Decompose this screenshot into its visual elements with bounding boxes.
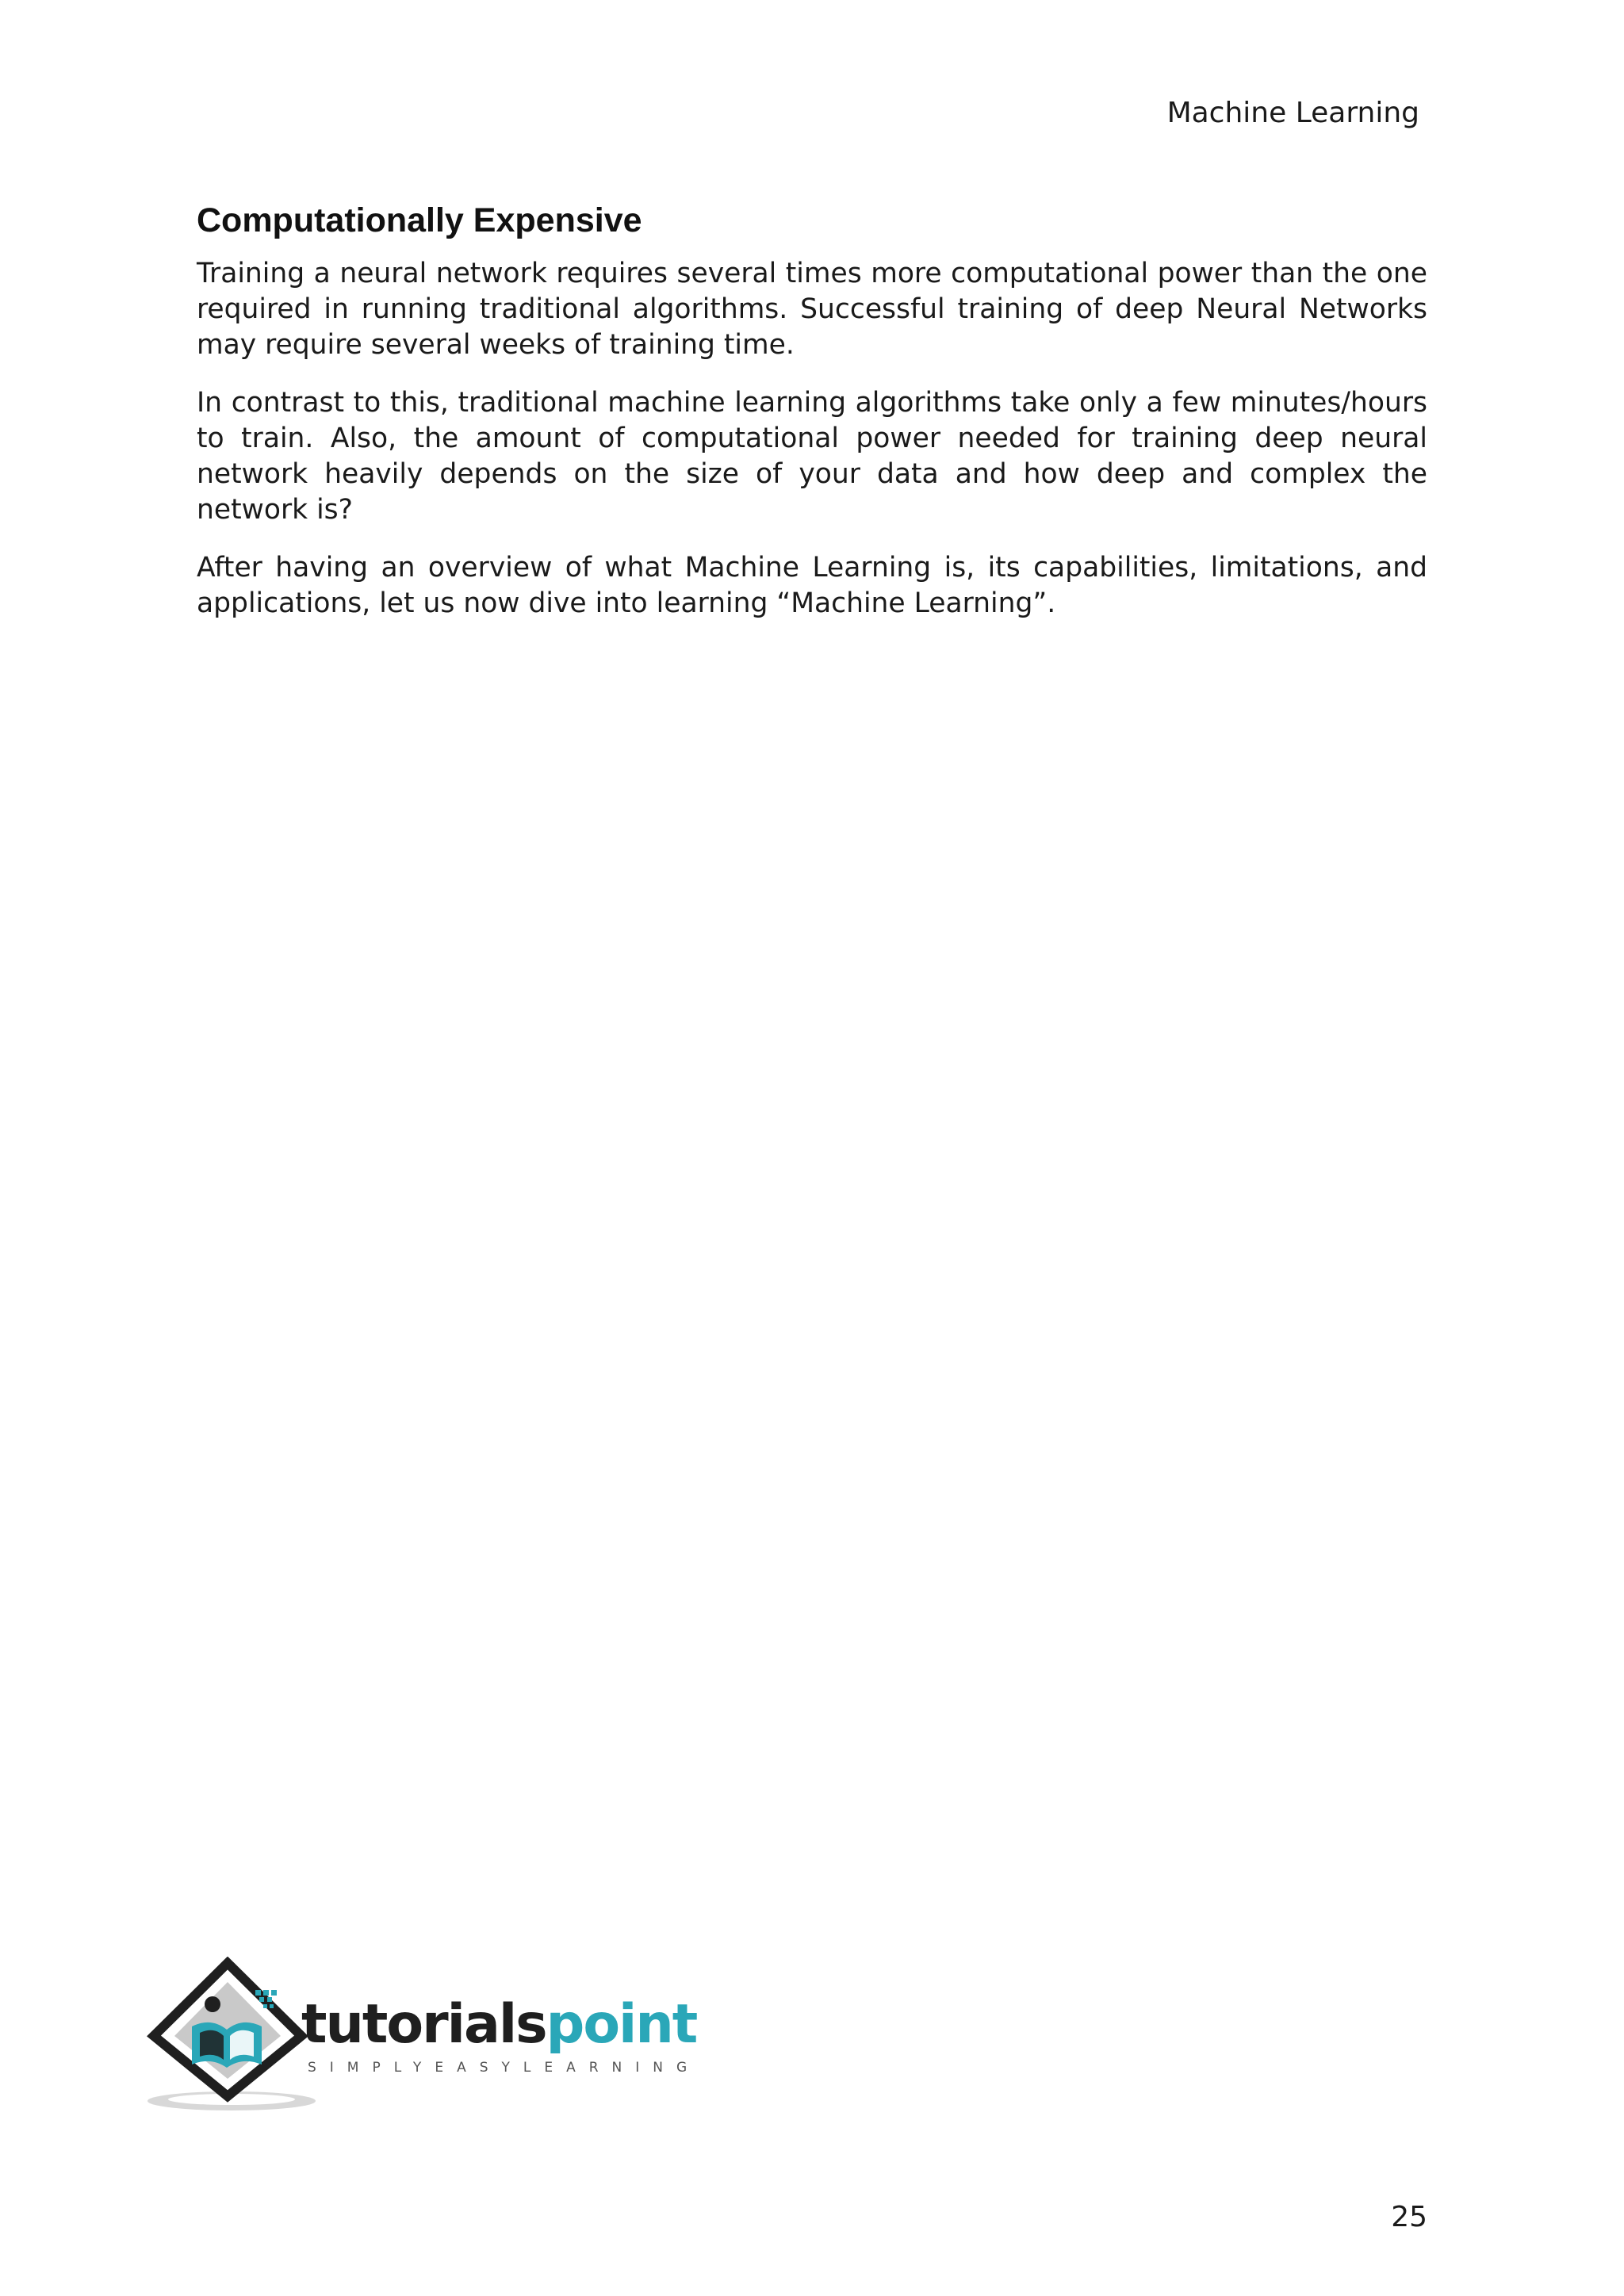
logo-tagline: SIMPLYEASYLEARNING — [308, 2060, 701, 2076]
paragraph-1: Training a neural network requires several times more computational power than the one required in running traditional algorithms. Successful training of deep Neural Networks may require several weeks of training time. — [197, 258, 1427, 361]
tutorialspoint-logo — [144, 1957, 701, 2115]
page-content — [197, 201, 1427, 644]
paragraph-2: In contrast to this, traditional machine learning algorithms take only a few minutes/hours to train. Also, the amount of computational power needed for training deep neural network heavily depends on the size of your data and how deep and complex the network is? — [197, 387, 1427, 526]
logo-wordmark-part1: tutorials — [301, 1993, 546, 2056]
running-header: Machine Learning — [1166, 97, 1419, 129]
page-number: 25 — [1391, 2201, 1427, 2233]
logo-wordmark — [301, 1993, 697, 2056]
logo-wordmark-part2: point — [546, 1993, 697, 2056]
section-heading: Computationally Expensive — [197, 201, 642, 239]
paragraph-3: After having an overview of what Machine Learning is, its capabilities, limitations, and applications, let us now dive into learning “Machine Learning”. — [197, 552, 1427, 619]
tutorialspoint-logo-icon — [144, 1957, 319, 2115]
